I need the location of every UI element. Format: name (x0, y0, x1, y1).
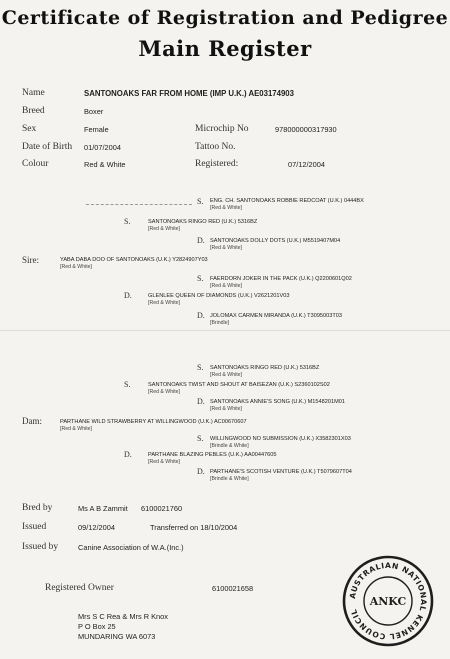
dob-label: Date of Birth (22, 142, 73, 152)
register-title: Main Register (138, 36, 312, 61)
breed-label: Breed (22, 106, 45, 116)
issued-date: 09/12/2004 (78, 523, 115, 532)
dds-marker: S. (197, 434, 204, 443)
ds-marker: S. (124, 380, 131, 389)
microchip-value: 978000000317930 (275, 125, 337, 134)
sire-label: Sire: (22, 255, 39, 265)
seal-monogram: ANKC (369, 595, 407, 608)
name-label: Name (22, 88, 45, 98)
sds-marker: S. (197, 274, 204, 283)
sex-value: Female (84, 125, 109, 134)
sex-label: Sex (22, 124, 37, 134)
sd-marker: D. (124, 291, 132, 300)
dob-value: 01/07/2004 (84, 143, 121, 152)
pedigree-sire-sire-dam: SANTONOAKS DOLLY DOTS (U.K.) M5519407M04 [Red & White] (210, 238, 341, 251)
pedigree-dam: PARTHANE WILD STRAWBERRY AT WILLINGWOOD (U.K.) AC00670607 [Red & White] (60, 419, 247, 432)
transferred-date: Transferred on 18/10/2004 (150, 523, 238, 532)
owner-address-line1: P O Box 25 (78, 622, 116, 631)
pedigree-dam-dam-sire: WILLINGWOOD NO SUBMISSION (U.K.) X3582301X03 [Brindle & White] (210, 436, 351, 449)
breeder-number: 6100021760 (141, 504, 183, 513)
seal-ring-text: AUSTRALIAN NATIONAL KENNEL COUNCIL (348, 560, 429, 642)
pedigree-dam-sire-dam: SANTONOAKS ANNIE'S SONG (U.K.) M1548201M01 [Red & White] (210, 399, 345, 412)
issued-by-label: Issued by (22, 542, 59, 552)
pedigree-sire: YABA DABA DOO OF SANTONOAKS (U.K.) Y2824907Y03 [Red & White] (60, 257, 208, 270)
paper-crease (0, 330, 450, 331)
dd-marker: D. (124, 450, 132, 459)
pedigree-line (86, 204, 192, 205)
dsd-marker: D. (197, 397, 205, 406)
dog-name: SANTONOAKS FAR FROM HOME (IMP U.K.) AE03174903 (84, 89, 294, 98)
colour-label: Colour (22, 159, 49, 169)
pedigree-dam-dam-dam: PARTHANE'S SCOTISH VENTURE (U.K.) T5079607T04 [Brindle & White] (210, 469, 352, 482)
colour-value: Red & White (84, 160, 126, 169)
bred-by-label: Bred by (22, 503, 53, 513)
pedigree-dam-sire: SANTONOAKS TWIST AND SHOUT AT BAISEZAN (U.K.) S2360102S02 [Red & White] (148, 382, 330, 395)
owner-address-line2: MUNDARING WA 6073 (78, 632, 156, 641)
sss-marker: S. (197, 197, 204, 206)
certificate-title: Certificate of Registration and Pedigree (1, 7, 449, 29)
breeder-name: Ms A B Zammit (78, 504, 128, 513)
pedigree-sire-sire-sire: ENG. CH. SANTONOAKS ROBBIE REDCOAT (U.K.) 0444BX [Red & White] (210, 198, 364, 211)
tattoo-label: Tattoo No. (195, 142, 236, 152)
microchip-label: Microchip No (195, 124, 249, 134)
ankc-seal-icon (342, 555, 434, 647)
pedigree-dam-dam: PARTHANE BLAZING PEBLES (U.K.) AA00447605 [Red & White] (148, 452, 277, 465)
owner-name: Mrs S C Rea & Mrs R Knox (78, 612, 168, 621)
pedigree-sire-dam: GLENLEE QUEEN OF DIAMONDS (U.K.) V2621201V03 [Red & White] (148, 293, 290, 306)
registered-value: 07/12/2004 (288, 160, 325, 169)
ssd-marker: D. (197, 236, 205, 245)
pedigree-sire-dam-sire: FAERDORN JOKER IN THE PACK (U.K.) Q2200601Q02 [Red & White] (210, 276, 352, 289)
pedigree-sire-sire: SANTONOAKS RINGO RED (U.K.) 5316BZ [Red & White] (148, 219, 258, 232)
sdd-marker: D. (197, 311, 205, 320)
registered-label: Registered: (195, 159, 239, 169)
breed-value: Boxer (84, 107, 104, 116)
issued-by-value: Canine Association of W.A.(Inc.) (78, 543, 184, 552)
dam-label: Dam: (22, 416, 42, 426)
registered-owner-label: Registered Owner (45, 583, 114, 593)
ss-marker: S. (124, 217, 131, 226)
ddd-marker: D. (197, 467, 205, 476)
dss-marker: S. (197, 363, 204, 372)
pedigree-sire-dam-dam: JOLOMAX CARMEN MIRANDA (U.K.) T3095003T03 [Brindle] (210, 313, 343, 326)
pedigree-dam-sire-sire: SANTONOAKS RINGO RED (U.K.) 5316BZ [Red & White] (210, 365, 320, 378)
owner-number: 6100021658 (212, 584, 254, 593)
issued-label: Issued (22, 522, 47, 532)
